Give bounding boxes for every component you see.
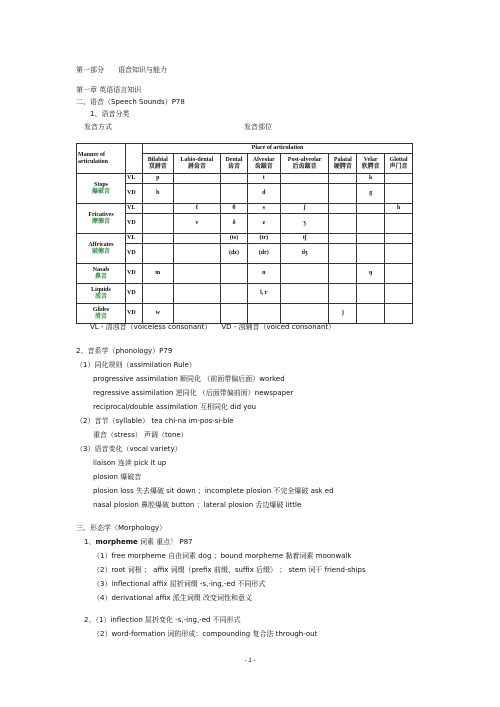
phoneme-cell: ʒ bbox=[280, 214, 329, 234]
phoneme-cell bbox=[247, 304, 280, 324]
phoneme-cell: k bbox=[357, 174, 385, 184]
part-title: 第一部分 语音知识与能力 bbox=[76, 66, 167, 74]
voicing-cell: VD bbox=[126, 244, 143, 264]
phoneme-cell bbox=[280, 284, 329, 304]
derivational-affix-line: （4）derivational affix 派生词缀 改变词性和意义 bbox=[93, 594, 252, 602]
column-header-en: Palatal bbox=[333, 156, 352, 163]
voicing-cell: VL bbox=[126, 204, 143, 214]
morpheme-heading bbox=[84, 538, 193, 547]
phoneme-cell bbox=[221, 284, 248, 304]
manner-label: 发音方式 bbox=[84, 123, 112, 131]
column-header-en: Dental bbox=[225, 156, 243, 163]
table-row bbox=[77, 204, 413, 214]
manner-zh: 摩擦音 bbox=[91, 218, 110, 225]
phoneme-cell bbox=[280, 174, 329, 184]
manner-en: Fricatives bbox=[88, 211, 114, 218]
phoneme-cell bbox=[173, 184, 221, 204]
voiceless-note bbox=[90, 323, 335, 332]
phoneme-cell: (dz) bbox=[221, 244, 248, 264]
consonant-table-body bbox=[77, 174, 413, 324]
phoneme-cell bbox=[280, 184, 329, 204]
manner-cell bbox=[77, 204, 126, 234]
manner-header: Manner of articulation bbox=[77, 144, 126, 174]
column-header-en: Glottal bbox=[389, 156, 408, 163]
phoneme-cell bbox=[385, 174, 413, 184]
phoneme-cell bbox=[329, 174, 357, 184]
phoneme-cell bbox=[329, 214, 357, 234]
column-header-zh: 齿音 bbox=[227, 163, 240, 170]
manner-zh: 破擦音 bbox=[91, 248, 110, 255]
inflection-line: 2、（1）inflection 屈折变化 -s,-ing,-ed 不同形式 bbox=[84, 616, 241, 624]
phoneme-cell bbox=[357, 304, 385, 324]
phoneme-cell bbox=[385, 184, 413, 204]
phoneme-cell bbox=[329, 244, 357, 264]
phoneme-cell bbox=[357, 244, 385, 264]
phoneme-cell bbox=[173, 174, 221, 184]
manner-cell bbox=[77, 174, 126, 204]
phoneme-cell: h bbox=[385, 204, 413, 214]
column-header bbox=[385, 154, 413, 174]
manner-zh: 鼻音 bbox=[94, 273, 107, 280]
column-header-zh: 声门音 bbox=[389, 163, 408, 170]
manner-zh: 滑音 bbox=[94, 313, 107, 320]
phoneme-cell bbox=[143, 214, 174, 234]
vocal-variety-heading: （3）语音变化（vocal variety） bbox=[76, 445, 182, 453]
phoneme-cell bbox=[143, 284, 174, 304]
phoneme-cell: w bbox=[143, 304, 174, 324]
column-header bbox=[280, 154, 329, 174]
voicing-cell: VL bbox=[126, 234, 143, 244]
column-header-en: Alveolar bbox=[252, 156, 275, 163]
manner-en: Stops bbox=[93, 181, 108, 188]
table-row bbox=[77, 244, 413, 264]
phoneme-cell bbox=[173, 234, 221, 244]
column-header-en: Bilabial bbox=[147, 156, 168, 163]
phoneme-cell bbox=[173, 244, 221, 264]
free-morpheme-line: （1）free morpheme 自由词素 dog ；bound morpheme 黏着词素 moonwalk bbox=[93, 552, 352, 560]
manner-cell bbox=[77, 284, 126, 304]
phoneme-cell: n bbox=[247, 264, 280, 284]
phoneme-cell bbox=[329, 234, 357, 244]
phoneme-cell bbox=[385, 244, 413, 264]
syllable-line: （2）音节（syllable） tea chi-na im-pos-si-ble bbox=[76, 417, 234, 425]
phoneme-cell bbox=[385, 214, 413, 234]
word-formation-line: （2）word-formation 词的形成：compounding 复合法 through-out bbox=[93, 630, 318, 638]
chapter-title: 第一章 英语语言知识 bbox=[76, 86, 142, 94]
column-header bbox=[247, 154, 280, 174]
phoneme-cell: f bbox=[173, 204, 221, 214]
phoneme-cell bbox=[143, 244, 174, 264]
phoneme-cell bbox=[385, 264, 413, 284]
voiced-note-text: VD - 浊辅音（voiced consonant） bbox=[221, 323, 336, 331]
phoneme-cell bbox=[357, 204, 385, 214]
table-row bbox=[77, 184, 413, 204]
place-header: Place of articulation bbox=[143, 144, 413, 154]
manner-cell bbox=[77, 304, 126, 324]
phoneme-cell: dʒ bbox=[280, 244, 329, 264]
section-heading-morphology: 三、形态学（Morphology） bbox=[76, 524, 167, 532]
reciprocal-assimilation: reciprocal/double assimilation 互相同化 did you bbox=[93, 403, 257, 411]
phoneme-cell bbox=[385, 284, 413, 304]
phoneme-cell bbox=[280, 264, 329, 284]
phoneme-cell: (ts) bbox=[221, 234, 248, 244]
phoneme-cell: tʃ bbox=[280, 234, 329, 244]
phoneme-cell bbox=[329, 204, 357, 214]
phoneme-cell bbox=[221, 304, 248, 324]
phoneme-cell bbox=[221, 174, 248, 184]
phoneme-cell: v bbox=[173, 214, 221, 234]
table-row bbox=[77, 304, 413, 324]
phoneme-cell bbox=[221, 264, 248, 284]
column-header-en: Post-alveolar bbox=[287, 156, 322, 163]
phoneme-cell bbox=[143, 234, 174, 244]
column-header bbox=[173, 154, 221, 174]
phoneme-cell bbox=[385, 234, 413, 244]
voicing-cell: VD bbox=[126, 304, 143, 324]
phoneme-cell: ʃ bbox=[280, 204, 329, 214]
table-row bbox=[77, 264, 413, 284]
stress-tone-line: 重音（stress） 声调（tone） bbox=[93, 431, 188, 439]
phoneme-cell bbox=[357, 284, 385, 304]
section-heading-phonology: 2、音系学（phonology）P79 bbox=[76, 347, 173, 355]
phoneme-cell bbox=[329, 284, 357, 304]
column-header-en: Labio-dental bbox=[180, 156, 214, 163]
manner-cell bbox=[77, 234, 126, 264]
nasal-plosion-line: nasal plosion 鼻腔爆破 button ；lateral plosion 舌边爆破 little bbox=[93, 501, 302, 509]
assimilation-rule-heading: （1）同化规则（assimilation Rule） bbox=[76, 361, 196, 369]
manner-cell bbox=[77, 264, 126, 284]
phoneme-cell bbox=[280, 304, 329, 324]
phoneme-cell bbox=[143, 204, 174, 214]
voicing-cell: VD bbox=[126, 284, 143, 304]
phoneme-cell bbox=[329, 184, 357, 204]
progressive-assimilation: progressive assimilation 顺同化 （前面带偏后面）worked bbox=[93, 375, 285, 383]
phoneme-cell bbox=[221, 184, 248, 204]
table-row bbox=[77, 234, 413, 244]
column-header-zh: 双唇音 bbox=[148, 163, 167, 170]
phoneme-cell: l, r bbox=[247, 284, 280, 304]
liaison-line: liaison 连读 pick it up bbox=[93, 459, 167, 467]
column-header-en: Velar bbox=[363, 156, 378, 163]
manner-zh: 爆破音 bbox=[91, 188, 110, 195]
phoneme-cell bbox=[173, 284, 221, 304]
phoneme-cell: j bbox=[329, 304, 357, 324]
phoneme-cell: m bbox=[143, 264, 174, 284]
plosion-line: plosion 爆破音 bbox=[93, 473, 142, 481]
column-header bbox=[143, 154, 174, 174]
plosion-loss-line: plosion loss 失去爆破 sit down ；incomplete plosion 不完全爆破 ask ed bbox=[93, 487, 334, 495]
phoneme-cell: p bbox=[143, 174, 174, 184]
manner-zh: 流音 bbox=[94, 293, 107, 300]
manner-en: Affricates bbox=[88, 241, 114, 248]
phoneme-cell: b bbox=[143, 184, 174, 204]
regressive-assimilation: regressive assimilation 逆同化 （后面带偏前面）newspaper bbox=[93, 389, 294, 397]
phoneme-cell bbox=[173, 264, 221, 284]
voice-header bbox=[126, 144, 143, 174]
voicing-cell: VD bbox=[126, 184, 143, 204]
phoneme-cell: ð bbox=[221, 214, 248, 234]
morpheme-number: 1、 bbox=[84, 538, 96, 546]
column-header-zh: 软腭音 bbox=[361, 163, 380, 170]
morpheme-rest: 词素 重点！ P87 bbox=[137, 538, 193, 546]
subsection-heading-classification: 1、语音分类 bbox=[90, 110, 130, 118]
column-header-zh: 唇齿音 bbox=[187, 163, 206, 170]
phoneme-cell bbox=[385, 304, 413, 324]
phoneme-cell bbox=[357, 214, 385, 234]
column-header bbox=[329, 154, 357, 174]
voiceless-note-text: VL - 清浊音（voiceless consonant） bbox=[90, 323, 212, 331]
manner-en: Liquids bbox=[91, 286, 111, 293]
column-header bbox=[221, 154, 248, 174]
phoneme-cell bbox=[173, 304, 221, 324]
voicing-cell: VD bbox=[126, 264, 143, 284]
column-header-zh: 齿龈音 bbox=[254, 163, 273, 170]
voicing-cell: VL bbox=[126, 174, 143, 184]
phoneme-cell bbox=[329, 264, 357, 284]
voicing-cell: VD bbox=[126, 214, 143, 234]
phoneme-cell: (tr) bbox=[247, 234, 280, 244]
phoneme-cell: g bbox=[357, 184, 385, 204]
root-affix-line: （2）root 词根 ； affix 词缀（prefix 前缀、suffix 后缀） ； stem 词干 friend-ships bbox=[93, 566, 366, 574]
phoneme-cell: ŋ bbox=[357, 264, 385, 284]
column-header-zh: 后齿龈音 bbox=[292, 163, 317, 170]
phoneme-cell: z bbox=[247, 214, 280, 234]
manner-en: Glides bbox=[92, 306, 110, 313]
phoneme-cell: θ bbox=[221, 204, 248, 214]
column-header-zh: 硬腭音 bbox=[333, 163, 352, 170]
place-label: 发音部位 bbox=[244, 123, 272, 131]
table-row bbox=[77, 284, 413, 304]
morpheme-term: morpheme bbox=[95, 538, 138, 546]
manner-en: Nasals bbox=[92, 266, 110, 273]
inflectional-affix-line: （3）inflectional affix 屈折词缀 -s,-ing,-ed 不同形式 bbox=[93, 580, 266, 588]
phoneme-cell: (dr) bbox=[247, 244, 280, 264]
page-number: - 1 - bbox=[244, 658, 256, 664]
phoneme-cell: t bbox=[247, 174, 280, 184]
section-heading-speech-sounds: 二、语音（Speech Sounds）P78 bbox=[76, 98, 185, 106]
table-row bbox=[77, 174, 413, 184]
table-row bbox=[77, 214, 413, 234]
phoneme-cell: s bbox=[247, 204, 280, 214]
consonant-table bbox=[76, 143, 413, 324]
phoneme-cell bbox=[357, 234, 385, 244]
phoneme-cell: d bbox=[247, 184, 280, 204]
column-header bbox=[357, 154, 385, 174]
